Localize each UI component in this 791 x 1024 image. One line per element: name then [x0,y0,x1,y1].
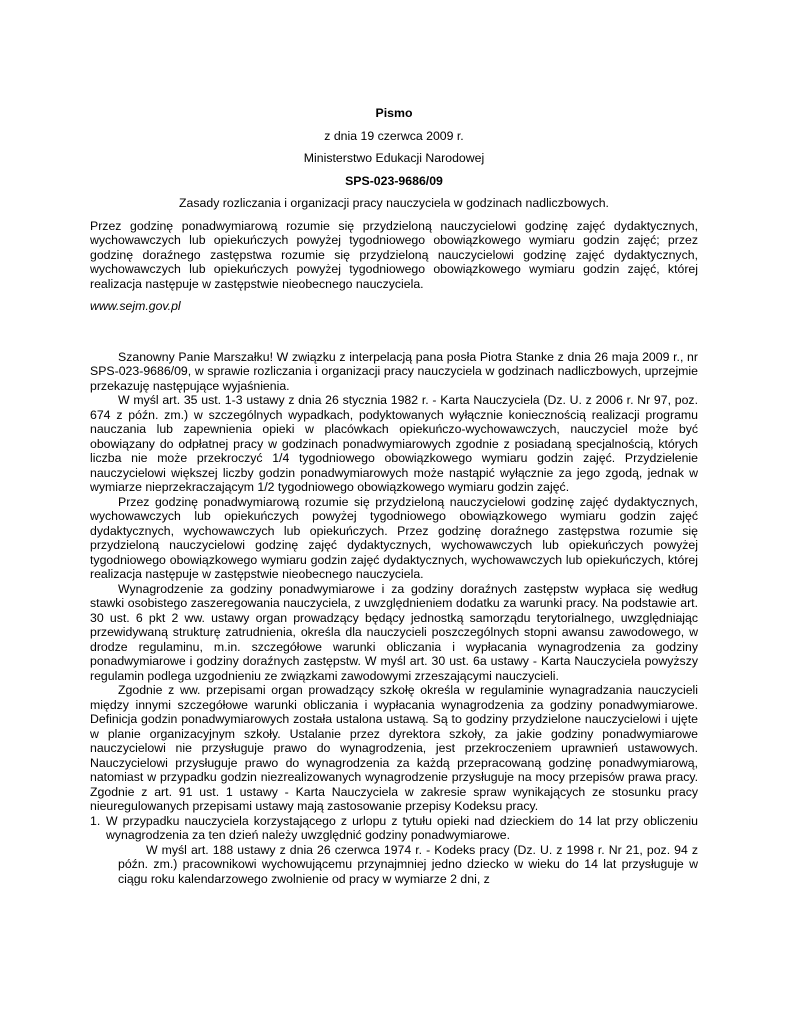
list-item [90,814,698,843]
document-title: Pismo [375,106,413,120]
body-paragraph-2: W myśl art. 35 ust. 1-3 ustawy z dnia 26 stycznia 1982 r. - Karta Nauczyciela (Dz. U. z 2006 r. Nr 97, poz. 674 z późn. zm.) w szczególnych wypadkach, podyktowanych wyłącznie koniecznością realizacji programu nauczania lub zapewnienia opieki w placówkach opiekuńczo-wychowawczych, nauczyciel może być obowiązany do odpłatnej pracy w godzinach ponadwymiarowych zgodnie z posiadaną specjalnością, których liczba nie może przekroczyć 1/4 tygodniowego obowiązkowego wymiaru godzin zajęć. Przydzielenie nauczycielowi większej liczby godzin ponadwymiarowych może nastąpić wyłącznie za jego zgodą, jednak w wymiarze nieprzekraczającym 1/2 tygodniowego obowiązkowego wymiaru godzin zajęć. [90,393,698,494]
document-date: z dnia 19 czerwca 2009 r. [324,128,464,143]
body-paragraph-5: Zgodnie z ww. przepisami organ prowadzący szkołę określa w regulaminie wynagradzania nauczycieli między innymi szczegółowe warunki obliczania i wypłacania wynagrodzenia za godziny ponadwymiarowe. Definicja godzin ponadwymiarowych została ustalona ustawą. Są to godziny przydzielone nauczycielowi i ujęte w planie organizacyjnym szkoły. Ustalanie przez dyrektora szkoły, za jakie godziny ponadwymiarowe nauczycielowi nie przysługuje prawo do wynagrodzenia, jest przekroczeniem uprawnień ustawowych. Nauczycielowi przysługuje prawo do wynagrodzenia za każdą przepracowaną godzinę ponadwymiarową, natomiast w przypadku godzin niezrealizowanych wynagrodzenie przysługuje na mocy przepisów prawa pracy. Zgodnie z art. 91 ust. 1 ustawy - Karta Nauczyciela w zakresie spraw wynikających ze stosunku pracy nieuregulowanych przepisami ustawy mają zastosowanie przepisy Kodeksu pracy. [90,683,698,813]
document-page [90,0,698,886]
body-paragraph-3: Przez godzinę ponadwymiarową rozumie się przydzieloną nauczycielowi godzinę zajęć dydaktycznych, wychowawczych lub opiekuńczych powyżej tygodniowego obowiązkowego wymiaru godzin zajęć dydaktycznych, wychowawczych lub opiekuńczych. Przez godzinę doraźnego zastępstwa rozumie się przydzieloną nauczycielowi godzinę zajęć dydaktycznych, wychowawczych lub opiekuńczych powyżej tygodniowego obowiązkowego wymiaru godzin zajęć dydaktycznych, wychowawczych lub opiekuńczych, której realizacja następuje w zastępstwie nieobecnego nauczyciela. [90,494,698,581]
summary-paragraph: Przez godzinę ponadwymiarową rozumie się przydzieloną nauczycielowi godzinę zajęć dydaktycznych, wychowawczych lub opiekuńczych powyżej tygodniowego obowiązkowego wymiaru godzin zajęć; przez godzinę doraźnego zastępstwa rozumie się przydzieloną nauczycielowi godzinę zajęć dydaktycznych, wychowawczych lub opiekuńczych powyżej tygodniowego obowiązkowego wymiaru godzin zajęć, której realizacja następuje w zastępstwie nieobecnego nauczyciela. [90,218,698,291]
document-issuer: Ministerstwo Edukacji Narodowej [303,151,485,165]
list-item-subparagraph-container [118,843,698,887]
list-item-text: W przypadku nauczyciela korzystającego z urlopu z tytułu opieki nad dzieckiem do 14 lat przy obliczeniu wynagrodzenia za ten dzień należy uwzględnić godziny ponadwymiarowe. [106,813,698,842]
list-item-subparagraph: W myśl art. 188 ustawy z dnia 26 czerwca 1974 r. - Kodeks pracy (Dz. U. z 1998 r. Nr 21, poz. 94 z późn. zm.) pracownikowi wychowującemu przynajmniej jedno dziecko w wieku do 14 lat przysługuje w ciągu roku kalendarzowego zwolnienie od pracy w wymiarze 2 dni, z [118,842,698,886]
body-paragraph-4: Wynagrodzenie za godziny ponadwymiarowe i za godziny doraźnych zastępstw wypłaca się według stawki osobistego zaszeregowania nauczyciela, z uwzględnieniem dodatku za warunki pracy. Na podstawie art. 30 ust. 6 pkt 2 ww. ustawy organ prowadzący będący jednostką samorządu terytorialnego, uwzględniając przewidywaną strukturę zatrudnienia, określa dla nauczycieli poszczególnych stopni awansu zawodowego, w drodze regulaminu, m.in. szczegółowe warunki obliczania i wypłacania wynagrodzenia za godziny ponadwymiarowe i godziny doraźnych zastępstw. W myśl art. 30 ust. 6a ustawy - Karta Nauczyciela powyższy regulamin podlega uzgodnieniu ze związkami zawodowymi zrzeszającymi nauczycieli. [90,581,698,683]
list-item-number: 1. [90,813,101,828]
document-subject: Zasady rozliczania i organizacji pracy nauczyciela w godzinach nadliczbowych. [179,196,609,210]
document-reference: SPS-023-9686/09 [345,173,443,188]
body-paragraph-1: Szanowny Panie Marszałku! W związku z interpelacją pana posła Piotra Stanke z dnia 26 maja 2009 r., nr SPS-023-9686/09, w sprawie rozliczania i organizacji pracy nauczyciela w godzinach nadliczbowych, uprzejmie przekazuję następujące wyjaśnienia. [90,349,698,393]
source-link[interactable]: www.sejm.gov.pl [90,299,181,313]
numbered-list [90,814,698,887]
